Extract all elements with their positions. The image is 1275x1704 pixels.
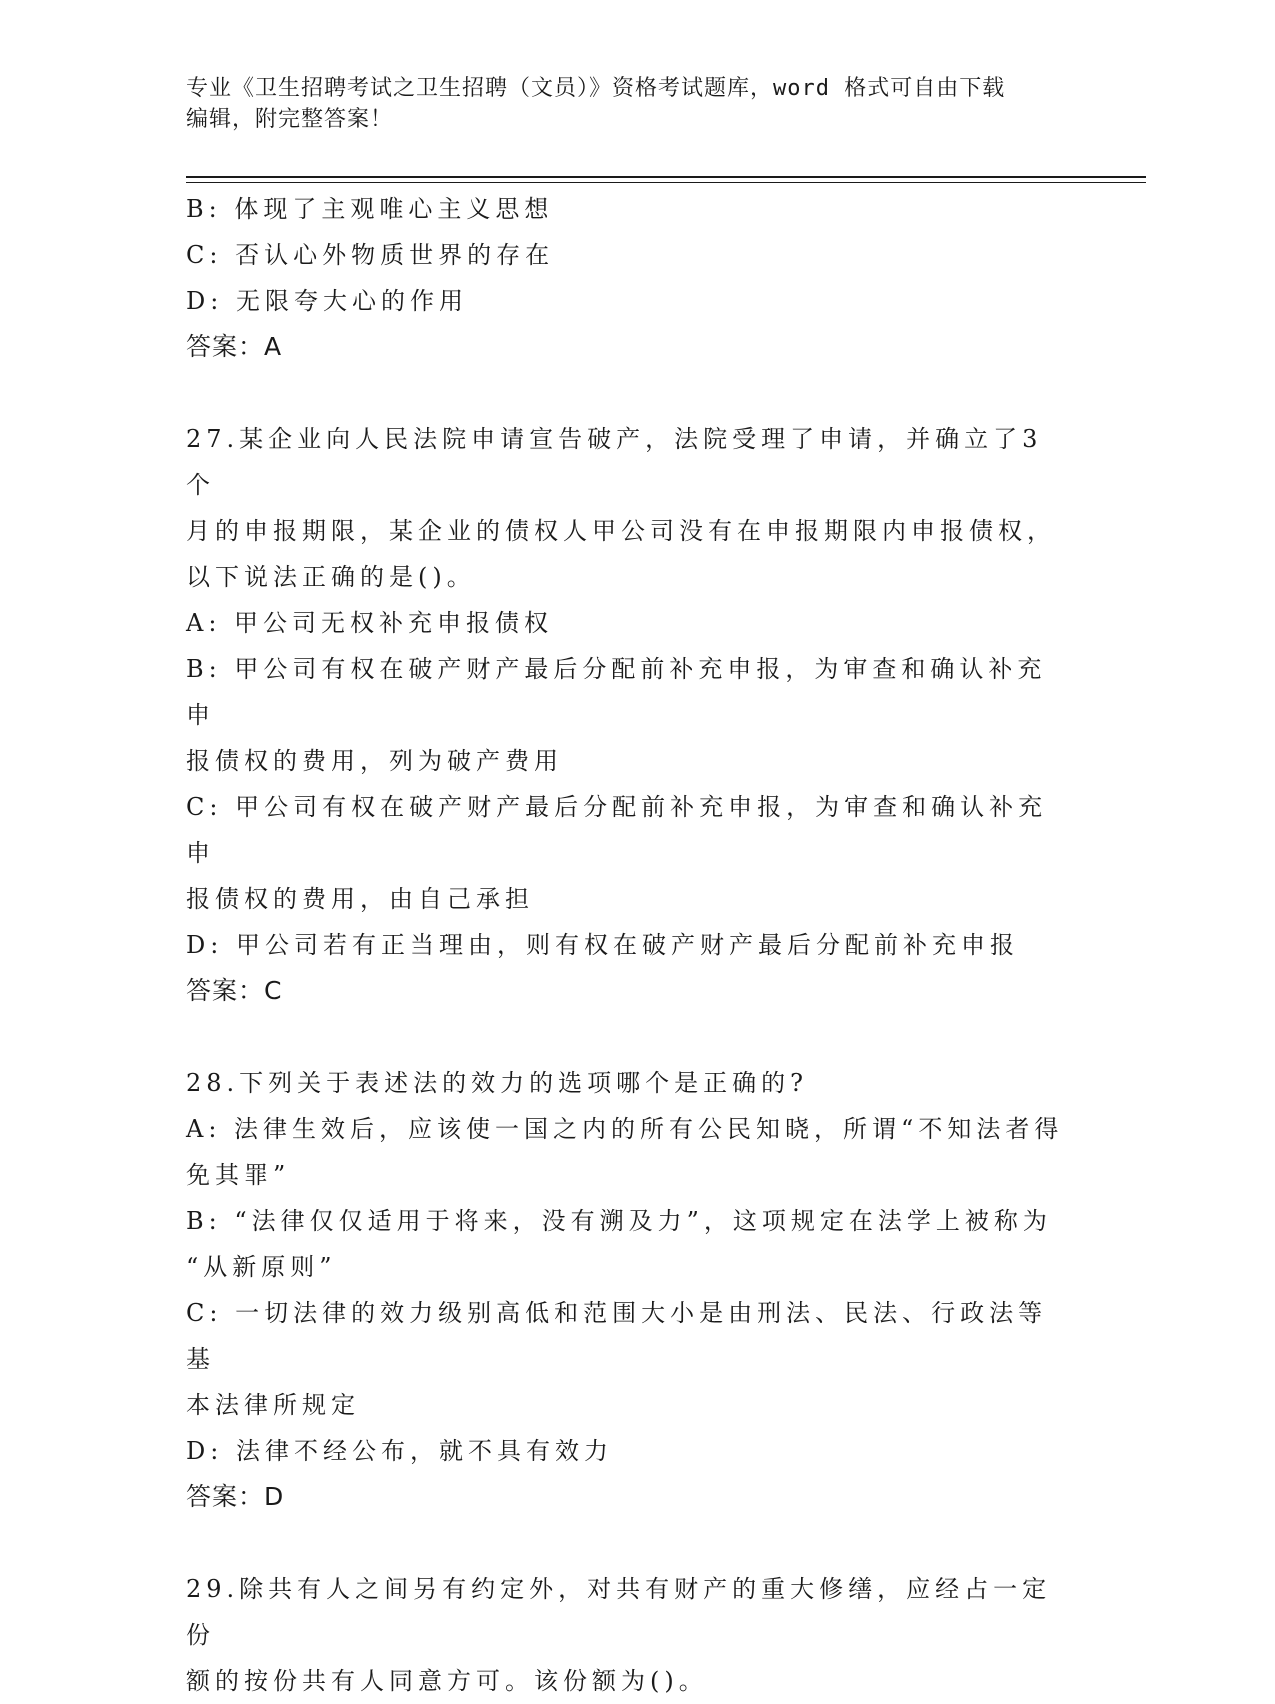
question-stem: 月的申报期限，某企业的债权人甲公司没有在申报期限内申报债权， (186, 517, 1056, 545)
option-b: B: 体现了主观唯心主义思想 (186, 195, 554, 223)
option-c: C: 甲公司有权在破产财产最后分配前补充申报，为审查和确认补充申 (186, 793, 1048, 867)
option-a-continued: 免其罪” (186, 1161, 291, 1189)
question-29 (186, 1566, 1066, 1704)
question-stem: 29.除共有人之间另有约定外，对共有财产的重大修缮，应经占一定份 (186, 1575, 1052, 1649)
answer: 答案：A (186, 332, 283, 361)
option-b: B: “法律仅仅适用于将来，没有溯及力”，这项规定在法学上被称为 (186, 1207, 1052, 1235)
answer: 答案：D (186, 1482, 285, 1511)
header-divider-thick (186, 176, 1146, 178)
question-stem: 额的按份共有人同意方可。该份额为()。 (186, 1667, 708, 1695)
option-d: D: 法律不经公布，就不具有效力 (186, 1437, 613, 1465)
header-divider-thin (186, 182, 1146, 183)
question-27 (186, 416, 1066, 1014)
question-stem: 27.某企业向人民法院申请宣告破产，法院受理了申请，并确立了3个 (186, 425, 1043, 499)
option-b-continued: “从新原则” (186, 1253, 337, 1281)
question-list (186, 186, 1066, 1704)
spacer (186, 1014, 1066, 1060)
question-26-tail (186, 186, 1066, 370)
spacer (186, 370, 1066, 416)
option-c: C: 否认心外物质世界的存在 (186, 241, 555, 269)
option-b: B: 甲公司有权在破产财产最后分配前补充申报，为审查和确认补充申 (186, 655, 1047, 729)
header-line-1: 专业《卫生招聘考试之卫生招聘（文员）》资格考试题库，word 格式可自由下载 (186, 76, 1006, 101)
question-28 (186, 1060, 1066, 1520)
question-stem: 28.下列关于表述法的效力的选项哪个是正确的? (186, 1069, 809, 1097)
header-line-2: 编辑，附完整答案！ (186, 107, 394, 132)
question-stem: 以下说法正确的是()。 (186, 563, 476, 591)
option-a: A: 甲公司无权补充申报债权 (186, 609, 554, 637)
option-d: D: 甲公司若有正当理由，则有权在破产财产最后分配前补充申报 (186, 931, 1019, 959)
document-header (186, 73, 1066, 135)
option-a: A: 法律生效后，应该使一国之内的所有公民知晓，所谓“不知法者得 (186, 1115, 1064, 1143)
option-b-continued: 报债权的费用，列为破产费用 (186, 747, 563, 775)
spacer (186, 1520, 1066, 1566)
option-d: D: 无限夸大心的作用 (186, 287, 468, 315)
option-c-continued: 报债权的费用，由自己承担 (186, 885, 534, 913)
answer: 答案：C (186, 976, 283, 1005)
option-c: C: 一切法律的效力级别高低和范围大小是由刑法、民法、行政法等基 (186, 1299, 1048, 1373)
option-c-continued: 本法律所规定 (186, 1391, 360, 1419)
